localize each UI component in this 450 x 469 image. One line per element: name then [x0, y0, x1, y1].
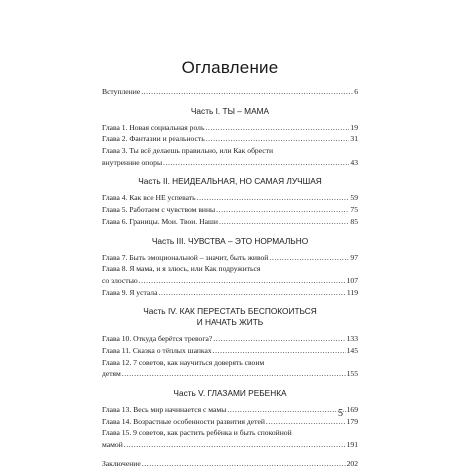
toc-entry-chapter[interactable] [102, 122, 358, 134]
entry-page-number: 97 [350, 252, 358, 262]
entry-title: со злостью [102, 275, 138, 285]
entry-page-number: 6 [354, 87, 358, 96]
toc-entry-chapter[interactable] [102, 345, 358, 357]
entry-title-line [102, 145, 358, 157]
entry-title-line [102, 357, 358, 369]
entry-title: Заключение [102, 458, 141, 468]
entry-page-number: 85 [350, 216, 358, 226]
page-title: Оглавление [181, 58, 279, 77]
entry-page-number: 133 [346, 334, 358, 344]
entry-page-number: 107 [346, 275, 358, 285]
spacer [102, 451, 358, 458]
entry-title: Глава 7. Быть эмоциональной – значит, быть живой [102, 252, 269, 262]
entry-page-number: 31 [350, 134, 358, 144]
entry-page-number: 169 [346, 405, 358, 414]
toc-entry-chapter[interactable] [102, 192, 358, 204]
entry-page-number: 179 [346, 416, 358, 426]
entry-title: мамой [102, 440, 123, 450]
leader-dots [219, 216, 349, 228]
entry-page-number: 119 [346, 287, 358, 297]
toc-entry-chapter[interactable] [102, 252, 358, 264]
leader-dots [141, 86, 353, 98]
entry-title: Глава 11. Сказка о тёплых шапках [102, 345, 212, 355]
entry-page-number: 75 [350, 205, 358, 215]
entry-title: Глава 15. 9 советов, как растить ребёнка и быть спокойной [102, 428, 292, 438]
toc-entry-chapter[interactable] [102, 157, 358, 169]
leader-dots [163, 157, 349, 169]
entry-title: Глава 12. 7 советов, как научиться доверять своим [102, 357, 265, 367]
leader-dots [266, 416, 346, 428]
entry-title: Глава 8. Я мама, и я злюсь, или Как подружиться [102, 264, 261, 274]
part-heading [102, 176, 358, 187]
part-heading-line: Часть II. НЕИДЕАЛЬНАЯ, НО САМАЯ ЛУЧШАЯ [138, 176, 322, 187]
entry-title: внутренние опоры [102, 157, 163, 167]
toc-entry-chapter[interactable] [102, 368, 358, 380]
part-heading-line: Часть I. ТЫ – МАМА [190, 105, 270, 116]
entry-page-number: 191 [346, 440, 358, 450]
entry-title: Глава 13. Весь мир начинается с мамы [102, 405, 227, 414]
toc-entry-intro[interactable] [102, 86, 358, 98]
leader-dots [269, 252, 349, 264]
part-heading [102, 388, 358, 399]
toc-entry-chapter[interactable] [102, 404, 358, 416]
part-heading [102, 106, 358, 117]
entry-title: Глава 3. Ты всё делаешь правильно, или Как обрести [102, 146, 274, 156]
toc-entry-chapter[interactable] [102, 216, 358, 228]
part-heading-line: Часть V. ГЛАЗАМИ РЕБЕНКА [173, 388, 287, 398]
leader-dots [158, 287, 345, 299]
part-heading [102, 236, 358, 247]
leader-dots [124, 439, 346, 451]
toc-entry-chapter[interactable] [102, 287, 358, 299]
part-heading-line: И НАЧАТЬ ЖИТЬ [196, 317, 264, 328]
book-page [102, 0, 358, 468]
entry-page-number: 19 [350, 122, 358, 132]
entry-title: Глава 9. Я устала [102, 287, 158, 297]
leader-dots [213, 345, 346, 357]
entry-page-number: 155 [346, 369, 358, 379]
entry-title: Глава 10. Откуда берётся тревога? [102, 334, 213, 344]
entry-title: Глава 6. Границы. Мои. Твои. Наши [102, 216, 218, 226]
toc-entry-chapter[interactable] [102, 333, 358, 345]
leader-dots [227, 404, 345, 416]
toc-entry-chapter[interactable] [102, 275, 358, 287]
table-of-contents [102, 86, 358, 469]
toc-entry-chapter[interactable] [102, 204, 358, 216]
leader-dots [206, 133, 350, 145]
toc-entry-chapter[interactable] [102, 133, 358, 145]
leader-dots [216, 204, 349, 216]
entry-title: Глава 1. Новая социальная роль [102, 122, 205, 132]
entry-title-line [102, 427, 358, 439]
leader-dots [197, 192, 350, 204]
toc-entry-chapter[interactable] [102, 439, 358, 451]
entry-title: детям [102, 369, 121, 379]
leader-dots [122, 368, 346, 380]
page-number: 5 [338, 408, 343, 419]
entry-page-number: 59 [350, 193, 358, 203]
leader-dots [213, 333, 345, 345]
entry-title-line [102, 263, 358, 275]
toc-entry-conclusion[interactable] [102, 458, 358, 469]
entry-page-number: 145 [346, 345, 358, 355]
entry-title: Глава 2. Фантазии и реальность [102, 134, 205, 144]
part-heading-line: Часть III. ЧУВСТВА – ЭТО НОРМАЛЬНО [151, 235, 309, 246]
entry-title: Глава 4. Как все НЕ успевать [102, 193, 196, 203]
leader-dots [142, 458, 346, 469]
leader-dots [139, 275, 346, 287]
part-heading-line: Часть IV. КАК ПЕРЕСТАТЬ БЕСПОКОИТЬСЯ [143, 306, 317, 317]
entry-title: Глава 14. Возрастные особенности развития детей [102, 416, 265, 426]
part-heading [102, 306, 358, 328]
leader-dots [205, 122, 349, 134]
entry-title: Глава 5. Работаем с чувством вины [102, 205, 216, 215]
entry-page-number: 43 [350, 157, 358, 167]
entry-page-number: 202 [346, 458, 358, 468]
toc-entry-chapter[interactable] [102, 416, 358, 428]
entry-title: Вступление [102, 87, 141, 96]
